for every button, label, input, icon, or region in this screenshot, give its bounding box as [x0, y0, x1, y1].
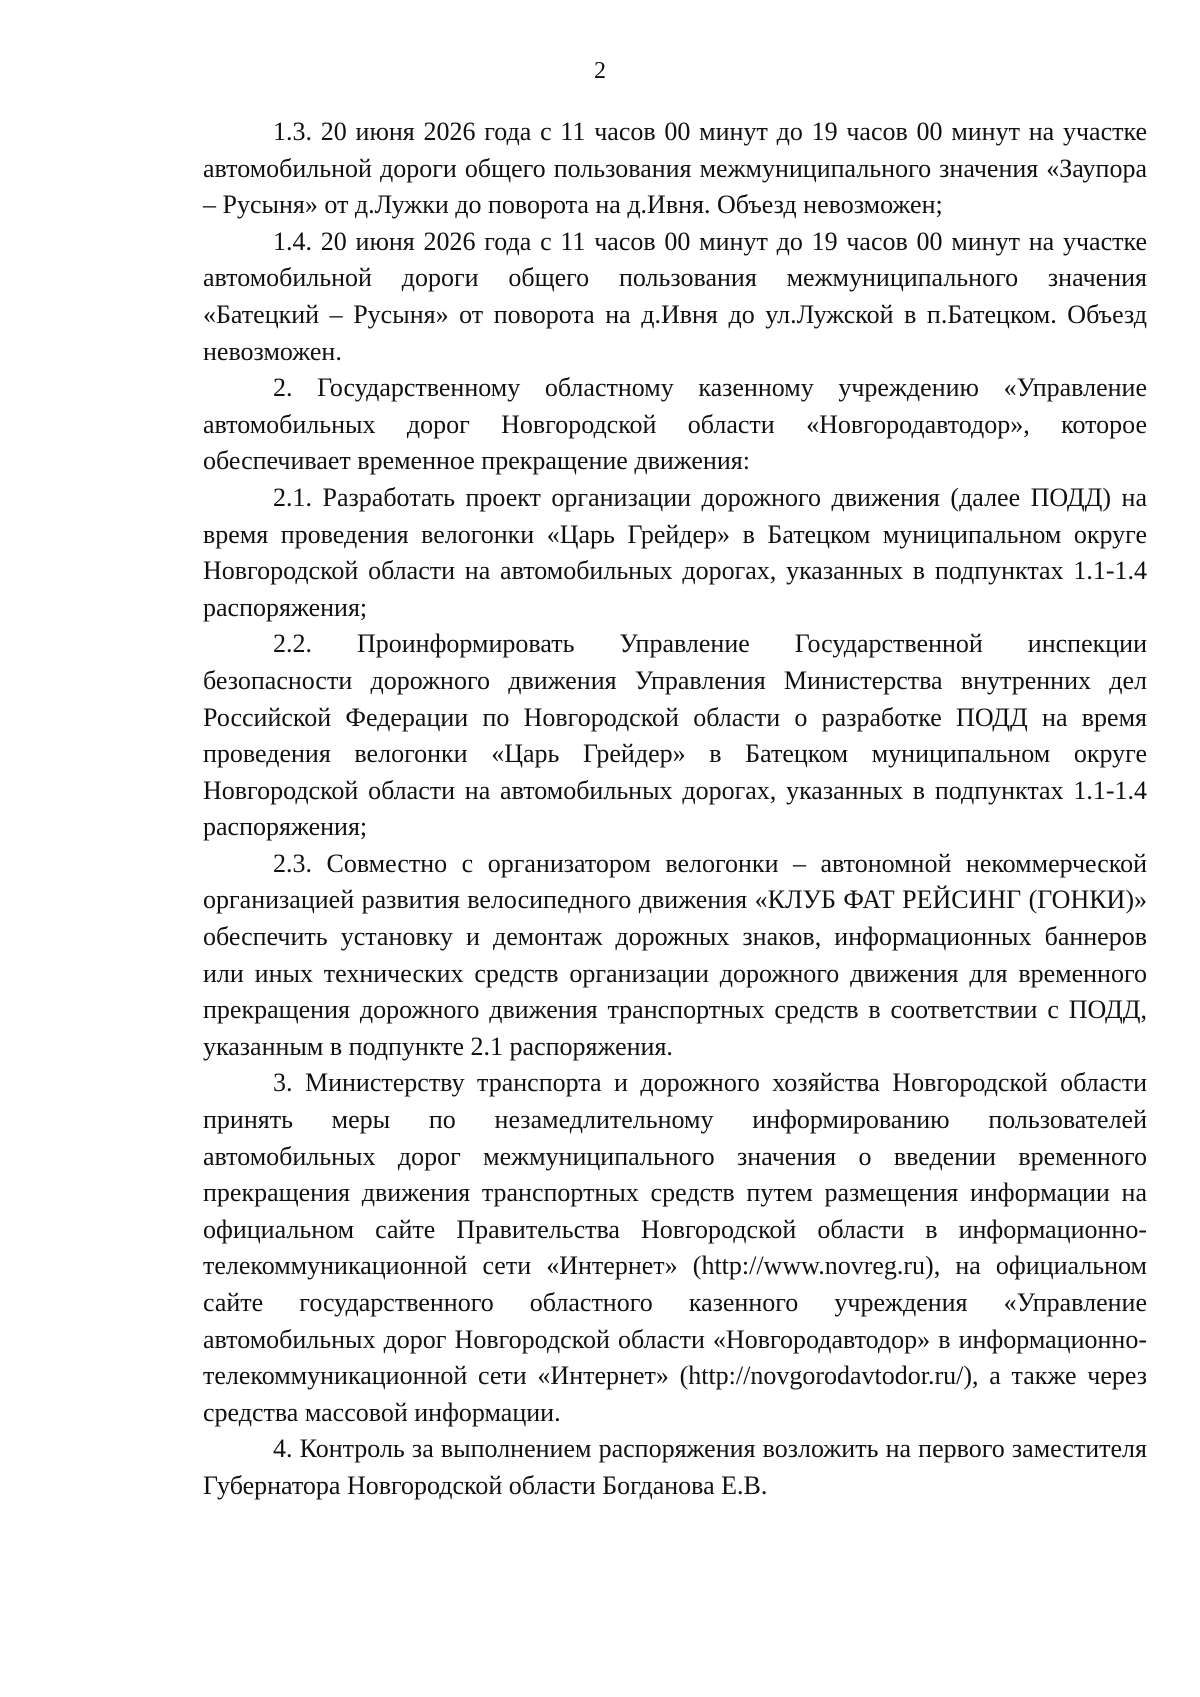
paragraph-2-2: 2.2. Проинформировать Управление Государственной инспекции безопасности дорожного движения Управления Министерства внутренних дел Российской Федерации по Новгородской области о разработке ПОДД на время проведения велогонки «Царь Грейдер» в Батецком муниципальном округе Новгородской области на автомобильных дорогах, указанных в подпунктах 1.1-1.4 распоряжения; [203, 629, 1147, 842]
paragraph-3: 3. Министерству транспорта и дорожного хозяйства Новгородской области принять меры по незамедлительному информированию пользователей автомобильных дорог межмуниципального значения о введении временного прекращения движения транспортных средств путем размещения информации на официальном сайте Правительства Новгородской области в информационно-телекоммуникационной сети «Интернет» (http://www.novreg.ru), на официальном сайте государственного областного казенного учреждения «Управление автомобильных дорог Новгородской области «Новгородавтодор» в информационно-телекоммуникационной сети «Интернет» (http://novgorodavtodor.ru/), а также через средства массовой информации. [203, 1068, 1147, 1427]
paragraph-2-3: 2.3. Совместно с организатором велогонки – автономной некоммерческой организацией развития велосипедного движения «КЛУБ ФАТ РЕЙСИНГ (ГОНКИ)» обеспечить установку и демонтаж дорожных знаков, информационных баннеров или иных технических средств организации дорожного движения для временного прекращения дорожного движения транспортных средств в соответствии с ПОДД, указанным в подпункте 2.1 распоряжения. [203, 848, 1147, 1061]
page-number: 2 [594, 58, 606, 84]
paragraph-2-1: 2.1. Разработать проект организации дорожного движения (далее ПОДД) на время проведения велогонки «Царь Грейдер» в Батецком муниципальном округе Новгородской области на автомобильных дорогах, указанных в подпунктах 1.1-1.4 распоряжения; [203, 482, 1147, 622]
paragraph-1-3: 1.3. 20 июня 2026 года с 11 часов 00 минут до 19 часов 00 минут на участке автомобильной дороги общего пользования межмуниципального значения «Заупора – Русыня» от д.Лужки до поворота на д.Ивня. Объезд невозможен; [203, 117, 1147, 220]
document-body [203, 114, 1147, 1505]
paragraph-4: 4. Контроль за выполнением распоряжения возложить на первого заместителя Губернатора Новгородской области Богданова Е.В. [203, 1434, 1147, 1500]
paragraph-2: 2. Государственному областному казенному учреждению «Управление автомобильных дорог Новгородской области «Новгородавтодор», которое обеспечивает временное прекращение движения: [203, 373, 1147, 476]
paragraph-1-4: 1.4. 20 июня 2026 года с 11 часов 00 минут до 19 часов 00 минут на участке автомобильной дороги общего пользования межмуниципального значения «Батецкий – Русыня» от поворота на д.Ивня до ул.Лужской в п.Батецком. Объезд невозможен. [203, 226, 1147, 366]
